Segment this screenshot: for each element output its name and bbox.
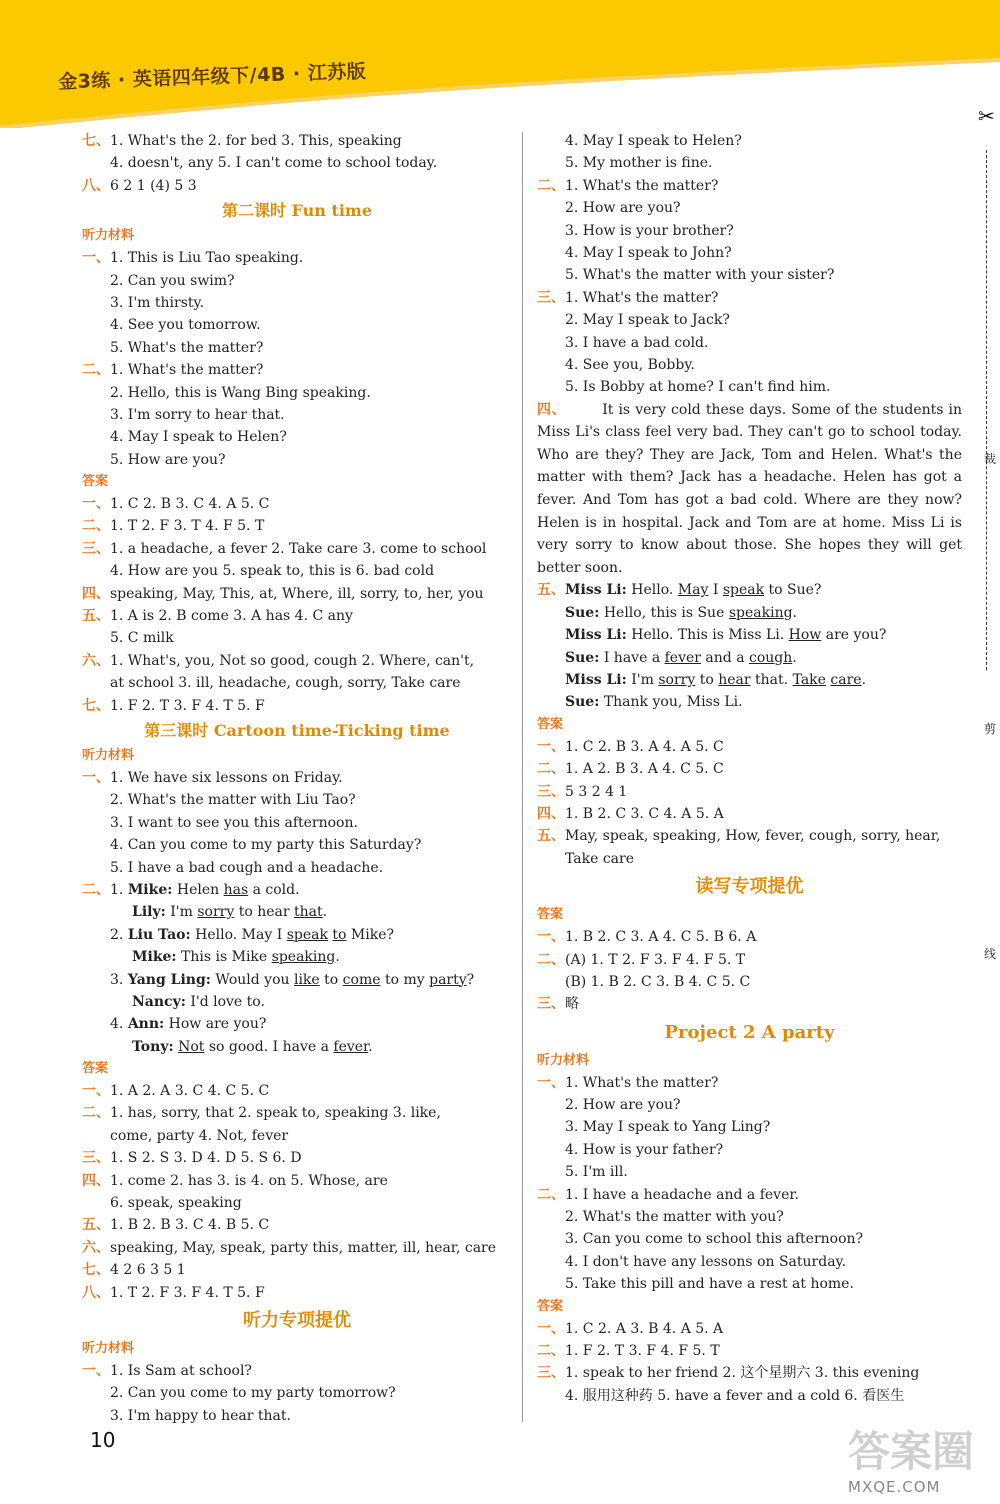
dialogue-line: Sue: Thank you, Miss Li. [565, 694, 743, 711]
script-line: 3. May I speak to Yang Ling? [565, 1119, 771, 1136]
script-line: 4. How is your father? [565, 1141, 724, 1158]
answer-line: 六、1. What's, you, Not so good, cough 2. Where, can't, [82, 652, 475, 669]
dialogue-line: 4. Ann: How are you? [110, 1016, 267, 1033]
script-line: 5. Take this pill and have a rest at home. [565, 1276, 854, 1293]
script-line: 4. See you, Bobby. [565, 356, 695, 373]
answer-line: 三、略 [537, 996, 579, 1013]
answer-line: 4. How are you 5. speak to, this is 6. bad cold [110, 563, 435, 580]
script-line: 5. What's the matter with your sister? [565, 267, 835, 284]
script-line: 一、1. This is Liu Tao speaking. [82, 250, 304, 267]
script-line: 3. I want to see you this afternoon. [110, 814, 358, 831]
answer-line: at school 3. ill, headache, cough, sorry, Take care [110, 675, 461, 692]
answer-line: 八、6 2 1 (4) 5 3 [82, 177, 197, 194]
page-number: 10 [90, 1428, 116, 1452]
answer-line: come, party 4. Not, fever [110, 1127, 289, 1144]
listening-label: 听力材料 [82, 747, 135, 763]
script-line: 4. May I speak to Helen? [565, 133, 742, 149]
answer-label: 答案 [82, 1061, 109, 1077]
watermark-title: 答案圈 [848, 1427, 975, 1476]
header-banner [0, 0, 1000, 128]
section-title: 读写专项提优 [695, 876, 804, 898]
dialogue-line: 2. Liu Tao: Hello. May I speak to Mike? [110, 926, 395, 943]
answer-line: 二、1. T 2. F 3. T 4. F 5. T [82, 518, 265, 535]
script-line: 5. I have a bad cough and a headache. [110, 859, 384, 876]
listening-label: 听力材料 [537, 1052, 590, 1068]
listening-label: 听力材料 [82, 1340, 135, 1356]
script-line: 5. My mother is fine. [565, 155, 713, 172]
script-line: 4. See you tomorrow. [110, 317, 261, 334]
answer-line: 三、1. speak to her friend 2. 这个星期六 3. this evening [537, 1365, 920, 1382]
script-line: 二、1. What's the matter? [82, 362, 264, 379]
margin-char: 剪 [984, 722, 997, 736]
cut-line [986, 150, 987, 670]
answer-line: 一、1. C 2. A 3. B 4. A 5. A [537, 1320, 724, 1337]
dialogue-line: Nancy: I'd love to. [132, 993, 265, 1010]
answer-line: 七、1. F 2. T 3. F 4. T 5. F [82, 697, 265, 714]
dialogue-line: Miss Li: I'm sorry to hear that. Take care. [565, 672, 867, 688]
script-line: 2. How are you? [565, 200, 681, 217]
dialogue-line: Miss Li: Hello. This is Miss Li. How are you? [565, 627, 887, 644]
left-column [82, 130, 512, 1427]
answer-line: 七、4 2 6 3 5 1 [82, 1262, 186, 1279]
answer-line: 6. speak, speaking [110, 1195, 242, 1212]
section-title: Project 2 A party [664, 1021, 835, 1043]
answer-line: 二、(A) 1. T 2. F 3. F 4. F 5. T [537, 951, 746, 968]
answer-line: 三、5 3 2 4 1 [537, 783, 628, 800]
dialogue-line: 3. Yang Ling: Would you like to come to my party? [110, 971, 475, 988]
answer-line: 四、speaking, May, This, at, Where, ill, sorry, to, her, you [82, 585, 484, 602]
answer-label: 答案 [537, 1298, 564, 1314]
passage: 四、 It is very cold these days. Some of the students in Miss Li's class feel very bad. They can't go to school today. Who are they? They are Jack, Tom and Helen. What's the matter with them? Jack has a headache. Helen has got a fever. And Tom has got a bad cold. Where are they now? Helen is in hospital. Jack and Tom are at home. Miss Li is very sorry to know about those. She hopes they will get better soon. [537, 401, 962, 576]
script-line: 5. I'm ill. [565, 1164, 628, 1181]
answer-label: 答案 [82, 474, 109, 490]
answer-line: 七、1. What's the 2. for bed 3. This, speaking [82, 133, 402, 149]
book-title: 金3练 · 英语四年级下/4B · 江苏版 [57, 60, 367, 94]
answer-line: 五、1. B 2. B 3. C 4. B 5. C [82, 1217, 270, 1234]
dialogue-line: Lily: I'm sorry to hear that. [132, 904, 328, 921]
answer-line: Take care [565, 850, 634, 867]
script-line: 5. How are you? [110, 451, 226, 468]
script-line: 一、1. We have six lessons on Friday. [82, 769, 343, 786]
dialogue-line: Tony: Not so good. I have a fever. [132, 1038, 373, 1055]
script-line: 2. Can you swim? [110, 272, 235, 289]
right-column [537, 130, 962, 1407]
script-line: 3. Can you come to school this afternoon? [565, 1231, 864, 1248]
answer-line: 八、1. T 2. F 3. F 4. T 5. F [82, 1284, 265, 1301]
script-line: 2. Can you come to my party tomorrow? [110, 1385, 396, 1402]
script-line: 4. Can you come to my party this Saturday? [110, 837, 422, 854]
answer-line: 四、1. B 2. C 3. C 4. A 5. A [537, 805, 724, 822]
script-line: 4. I don't have any lessons on Saturday. [565, 1253, 847, 1270]
script-line: 2. Hello, this is Wang Bing speaking. [110, 384, 371, 401]
script-line: 3. I'm thirsty. [110, 294, 205, 311]
section-title: 第三课时 Cartoon time-Ticking time [144, 720, 450, 740]
script-line: 二、1. What's the matter? [537, 177, 719, 194]
script-line: 二、1. I have a headache and a fever. [537, 1186, 799, 1203]
script-line: 三、1. What's the matter? [537, 289, 719, 306]
answer-line: 一、1. A 2. A 3. C 4. C 5. C [82, 1083, 270, 1100]
answer-line: 二、1. A 2. B 3. A 4. C 5. C [537, 761, 724, 778]
answer-line: 三、1. S 2. S 3. D 4. D 5. S 6. D [82, 1150, 302, 1167]
answer-line: 4. doesn't, any 5. I can't come to school today. [110, 155, 438, 172]
dialogue-line: Sue: Hello, this is Sue speaking. [565, 604, 797, 621]
script-line: 一、1. Is Sam at school? [82, 1362, 252, 1379]
answer-line: 5. C milk [110, 630, 174, 647]
answer-line: 一、1. C 2. B 3. A 4. A 5. C [537, 738, 724, 755]
script-line: 5. Is Bobby at home? I can't find him. [565, 379, 831, 396]
answer-line: 三、1. a headache, a fever 2. Take care 3. come to school [82, 540, 487, 557]
script-line: 3. I'm sorry to hear that. [110, 406, 285, 423]
column-divider [522, 132, 523, 1422]
margin-char: 线 [984, 947, 997, 961]
dialogue-line: Sue: I have a fever and a cough. [565, 649, 797, 666]
answer-line: 五、May, speak, speaking, How, fever, cough, sorry, hear, [537, 828, 941, 845]
watermark-url: MXQE.COM [848, 1478, 941, 1496]
answer-line: 五、1. A is 2. B come 3. A has 4. C any [82, 608, 353, 625]
dialogue-line: 五、Miss Li: Hello. May I speak to Sue? [537, 582, 822, 599]
listening-label: 听力材料 [82, 228, 135, 244]
answer-line: 二、1. F 2. T 3. F 4. F 5. T [537, 1342, 720, 1359]
answer-line: 一、1. B 2. C 3. A 4. C 5. B 6. A [537, 929, 757, 946]
section-title: 第二课时 Fun time [221, 201, 373, 221]
dialogue-line: 二、1. Mike: Helen has a cold. [82, 881, 300, 898]
script-line: 3. I have a bad cold. [565, 334, 709, 351]
margin-char: 裁 [984, 452, 997, 466]
answer-line: (B) 1. B 2. C 3. B 4. C 5. C [565, 973, 751, 990]
answer-label: 答案 [537, 907, 564, 923]
script-line: 2. May I speak to Jack? [565, 312, 730, 329]
dialogue-line: Mike: This is Mike speaking. [132, 949, 340, 966]
answer-line: 一、1. C 2. B 3. C 4. A 5. C [82, 496, 270, 513]
script-line: 3. I'm happy to hear that. [110, 1407, 291, 1424]
answer-line: 六、speaking, May, speak, party this, matter, ill, hear, care [82, 1239, 497, 1256]
script-line: 4. May I speak to Helen? [110, 429, 287, 446]
script-line: 2. What's the matter with you? [565, 1209, 784, 1226]
script-line: 2. How are you? [565, 1097, 681, 1114]
answer-line: 4. 服用这种药 5. have a fever and a cold 6. 看医生 [565, 1387, 905, 1404]
script-line: 5. What's the matter? [110, 339, 264, 356]
section-title: 听力专项提优 [243, 1309, 351, 1331]
script-line: 2. What's the matter with Liu Tao? [110, 792, 356, 809]
scissors-icon: ✂ [978, 104, 995, 128]
script-line: 4. May I speak to John? [565, 244, 732, 261]
script-line: 3. How is your brother? [565, 222, 734, 239]
script-line: 一、1. What's the matter? [537, 1074, 719, 1091]
answer-line: 二、1. has, sorry, that 2. speak to, speaking 3. like, [82, 1105, 441, 1122]
answer-label: 答案 [537, 716, 564, 732]
answer-line: 四、1. come 2. has 3. is 4. on 5. Whose, are [82, 1172, 388, 1189]
